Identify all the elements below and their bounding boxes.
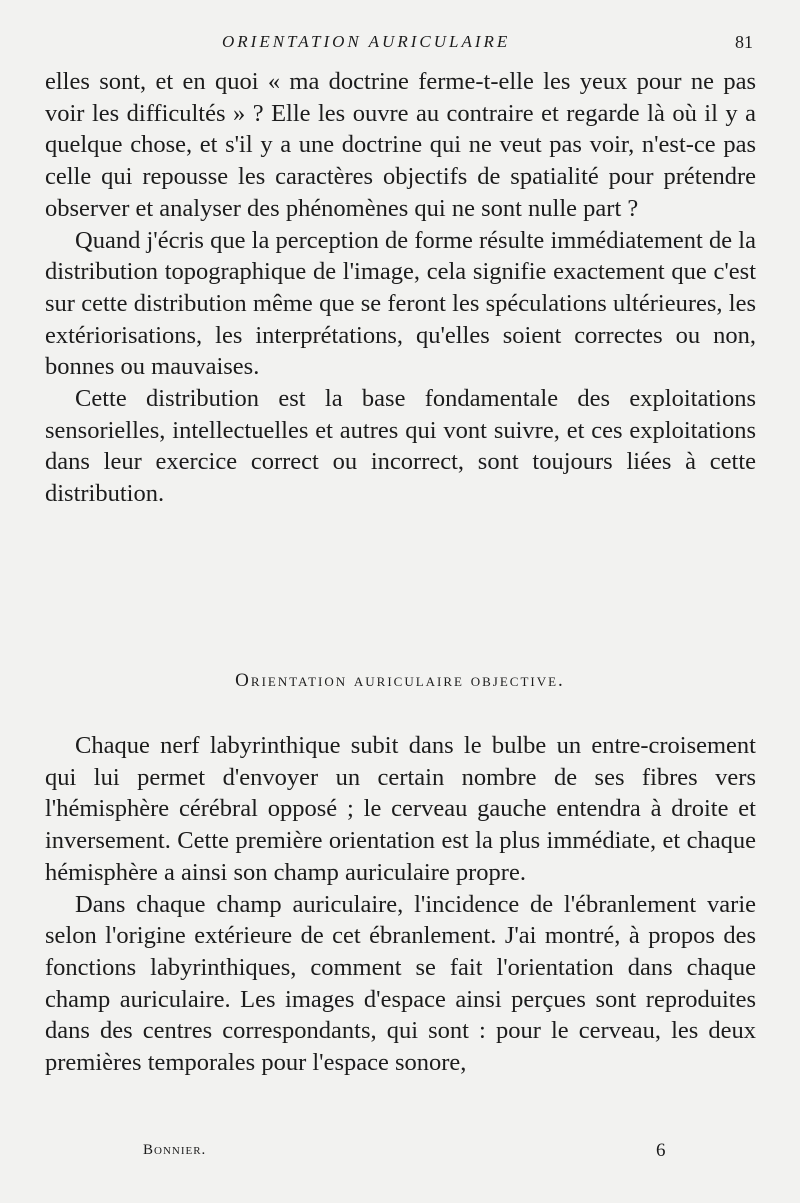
footer-author: Bonnier. — [143, 1142, 207, 1158]
running-title: ORIENTATION AURICULAIRE — [222, 32, 511, 51]
section-heading: Orientation auriculaire objective. — [235, 670, 565, 691]
body-text-bottom — [45, 730, 756, 1079]
body-text-top — [45, 66, 756, 510]
page-footer — [0, 1142, 800, 1166]
running-head — [0, 32, 800, 56]
paragraph: Cette distribution est la base fondamentale des exploitations sensorielles, intellectuelles et autres qui vont suivre, et ces exploitations dans leur exercice correct ou incorrect, sont toujours liées à cette distribution. — [45, 385, 756, 508]
paragraph: Chaque nerf labyrinthique subit dans le bulbe un entre-croisement qui lui permet d'envoyer un certain nombre de ses fibres vers l'hémisphère cérébral opposé ; le cerveau gauche entendra à droite et inversement. Cette première orientation est la plus immédiate, et chaque hémisphère a ainsi son champ auriculaire propre. — [45, 732, 756, 886]
paragraph: Quand j'écris que la perception de forme résulte immédiatement de la distribution topographique de l'image, cela signifie exactement que c'est sur cette distribution même que se feront les spéculations ultérieures, les extériorisations, les interprétations, qu'elles soient correctes ou non, bonnes ou mauvaises. — [45, 226, 756, 381]
paragraph: Dans chaque champ auriculaire, l'incidence de l'ébranlement varie selon l'origine extérieure de cet ébranlement. J'ai montré, à propos des fonctions labyrinthiques, comment se fait l'orientation dans chaque champ auriculaire. Les images d'espace ainsi perçues sont reproduites dans des centres correspondants, qui sont : pour le cerveau, les deux premières temporales pour l'espace sonore, — [45, 890, 756, 1077]
signature-mark: 6 — [656, 1140, 666, 1161]
page-number: 81 — [735, 32, 753, 52]
paragraph: elles sont, et en quoi « ma doctrine ferme-t-elle les yeux pour ne pas voir les difficultés » ? Elle les ouvre au contraire et regarde là où il y a quelque chose, et s'il y a une doctrine qui ne veut pas voir, n'est-ce pas celle qui repousse les caractères objectifs de spatialité pour prétendre observer et analyser des phénomènes qui ne sont nulle part ? — [45, 68, 756, 222]
